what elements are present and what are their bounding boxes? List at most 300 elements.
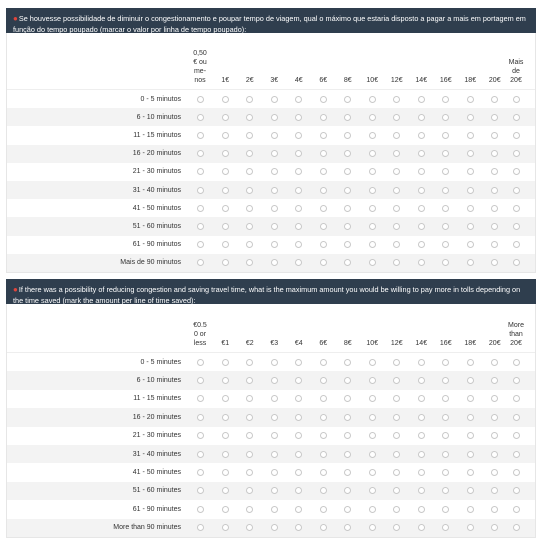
radio-button[interactable] (320, 487, 327, 494)
radio-button[interactable] (197, 187, 204, 194)
radio-button[interactable] (442, 168, 449, 175)
radio-button[interactable] (513, 205, 520, 212)
radio-button[interactable] (295, 395, 302, 402)
radio-button[interactable] (320, 524, 327, 531)
radio-button[interactable] (393, 205, 400, 212)
radio-button[interactable] (344, 451, 351, 458)
radio-button[interactable] (320, 205, 327, 212)
radio-button[interactable] (369, 359, 376, 366)
radio-button[interactable] (246, 524, 253, 531)
radio-button[interactable] (467, 223, 474, 230)
radio-button[interactable] (295, 114, 302, 121)
radio-button[interactable] (467, 377, 474, 384)
radio-button[interactable] (393, 168, 400, 175)
radio-button[interactable] (393, 432, 400, 439)
radio-button[interactable] (491, 377, 498, 384)
radio-button[interactable] (491, 487, 498, 494)
radio-button[interactable] (271, 132, 278, 139)
radio-button[interactable] (513, 432, 520, 439)
radio-button[interactable] (295, 451, 302, 458)
radio-button[interactable] (295, 432, 302, 439)
radio-button[interactable] (418, 506, 425, 513)
radio-button[interactable] (442, 150, 449, 157)
radio-button[interactable] (271, 377, 278, 384)
radio-button[interactable] (197, 524, 204, 531)
matrix-row (7, 199, 535, 217)
radio-button[interactable] (197, 223, 204, 230)
radio-button[interactable] (197, 432, 204, 439)
radio-button[interactable] (418, 168, 425, 175)
radio-button[interactable] (197, 395, 204, 402)
radio-button[interactable] (222, 506, 229, 513)
radio-button[interactable] (320, 451, 327, 458)
radio-button[interactable] (513, 487, 520, 494)
radio-button[interactable] (513, 359, 520, 366)
radio-button[interactable] (246, 414, 253, 421)
radio-button[interactable] (491, 96, 498, 103)
question-2 (6, 279, 536, 538)
radio-button[interactable] (197, 132, 204, 139)
radio-button[interactable] (442, 506, 449, 513)
radio-button[interactable] (513, 259, 520, 266)
radio-button[interactable] (222, 432, 229, 439)
radio-button[interactable] (344, 395, 351, 402)
radio-button[interactable] (513, 377, 520, 384)
radio-button[interactable] (442, 359, 449, 366)
radio-button[interactable] (344, 414, 351, 421)
radio-button[interactable] (369, 150, 376, 157)
radio-button[interactable] (418, 414, 425, 421)
radio-button[interactable] (491, 187, 498, 194)
radio-button[interactable] (197, 359, 204, 366)
question-2-header (6, 279, 536, 304)
radio-button[interactable] (222, 241, 229, 248)
radio-button[interactable] (320, 241, 327, 248)
radio-button[interactable] (491, 205, 498, 212)
column-header: 1€ (221, 77, 230, 84)
radio-button[interactable] (513, 524, 520, 531)
radio-button[interactable] (442, 469, 449, 476)
matrix-header (7, 33, 535, 90)
radio-button[interactable] (513, 96, 520, 103)
radio-button[interactable] (491, 524, 498, 531)
radio-button[interactable] (295, 205, 302, 212)
radio-button[interactable] (513, 132, 520, 139)
radio-button[interactable] (513, 506, 520, 513)
radio-button[interactable] (442, 132, 449, 139)
question-1 (6, 8, 536, 273)
radio-button[interactable] (246, 506, 253, 513)
radio-button[interactable] (246, 132, 253, 139)
radio-button[interactable] (320, 223, 327, 230)
radio-button[interactable] (467, 487, 474, 494)
radio-button[interactable] (369, 451, 376, 458)
radio-button[interactable] (418, 241, 425, 248)
radio-button[interactable] (197, 451, 204, 458)
radio-button[interactable] (491, 259, 498, 266)
radio-button[interactable] (491, 168, 498, 175)
radio-button[interactable] (271, 223, 278, 230)
radio-button[interactable] (393, 377, 400, 384)
radio-button[interactable] (513, 150, 520, 157)
radio-button[interactable] (491, 132, 498, 139)
radio-button[interactable] (369, 395, 376, 402)
radio-button[interactable] (222, 451, 229, 458)
radio-button[interactable] (197, 150, 204, 157)
radio-button[interactable] (344, 132, 351, 139)
radio-button[interactable] (197, 241, 204, 248)
radio-button[interactable] (467, 506, 474, 513)
radio-button[interactable] (369, 96, 376, 103)
radio-button[interactable] (246, 187, 253, 194)
radio-button[interactable] (344, 432, 351, 439)
matrix-row (7, 500, 535, 518)
radio-button[interactable] (344, 377, 351, 384)
radio-button[interactable] (442, 395, 449, 402)
radio-button[interactable] (320, 395, 327, 402)
radio-button[interactable] (295, 241, 302, 248)
radio-button[interactable] (467, 241, 474, 248)
radio-button[interactable] (442, 432, 449, 439)
radio-button[interactable] (467, 205, 474, 212)
radio-button[interactable] (369, 487, 376, 494)
radio-button[interactable] (222, 359, 229, 366)
column-header: 6€ (319, 77, 328, 84)
radio-button[interactable] (369, 469, 376, 476)
radio-button[interactable] (467, 359, 474, 366)
radio-button[interactable] (418, 96, 425, 103)
radio-button[interactable] (513, 223, 520, 230)
radio-button[interactable] (393, 451, 400, 458)
radio-button[interactable] (295, 377, 302, 384)
radio-button[interactable] (513, 414, 520, 421)
radio-button[interactable] (197, 469, 204, 476)
radio-button[interactable] (491, 451, 498, 458)
radio-button[interactable] (393, 506, 400, 513)
radio-button[interactable] (393, 524, 400, 531)
column-header: 8€ (343, 340, 352, 347)
radio-button[interactable] (393, 132, 400, 139)
radio-button[interactable] (418, 487, 425, 494)
radio-button[interactable] (393, 241, 400, 248)
radio-button[interactable] (295, 506, 302, 513)
radio-button[interactable] (467, 168, 474, 175)
radio-button[interactable] (467, 150, 474, 157)
matrix-row (7, 482, 535, 500)
radio-button[interactable] (271, 469, 278, 476)
radio-button[interactable] (418, 377, 425, 384)
radio-button[interactable] (467, 114, 474, 121)
radio-button[interactable] (271, 487, 278, 494)
radio-button[interactable] (418, 524, 425, 531)
radio-button[interactable] (513, 395, 520, 402)
radio-button[interactable] (246, 432, 253, 439)
radio-button[interactable] (295, 469, 302, 476)
radio-button[interactable] (393, 114, 400, 121)
radio-button[interactable] (418, 205, 425, 212)
radio-button[interactable] (197, 377, 204, 384)
radio-button[interactable] (418, 223, 425, 230)
radio-button[interactable] (222, 187, 229, 194)
radio-button[interactable] (513, 241, 520, 248)
radio-button[interactable] (246, 150, 253, 157)
radio-button[interactable] (491, 223, 498, 230)
radio-button[interactable] (344, 506, 351, 513)
radio-button[interactable] (369, 168, 376, 175)
radio-button[interactable] (369, 524, 376, 531)
radio-button[interactable] (344, 150, 351, 157)
radio-button[interactable] (369, 432, 376, 439)
radio-button[interactable] (222, 259, 229, 266)
radio-button[interactable] (442, 205, 449, 212)
radio-button[interactable] (222, 414, 229, 421)
radio-button[interactable] (246, 359, 253, 366)
radio-button[interactable] (369, 187, 376, 194)
radio-button[interactable] (467, 96, 474, 103)
radio-button[interactable] (295, 524, 302, 531)
radio-button[interactable] (246, 451, 253, 458)
radio-button[interactable] (222, 96, 229, 103)
radio-button[interactable] (418, 150, 425, 157)
radio-button[interactable] (344, 469, 351, 476)
radio-button[interactable] (393, 395, 400, 402)
radio-button[interactable] (344, 96, 351, 103)
radio-button[interactable] (197, 205, 204, 212)
radio-button[interactable] (369, 259, 376, 266)
column-header: 12€ (390, 77, 403, 84)
radio-button[interactable] (344, 223, 351, 230)
radio-button[interactable] (442, 114, 449, 121)
radio-button[interactable] (271, 96, 278, 103)
radio-button[interactable] (246, 114, 253, 121)
radio-button[interactable] (418, 395, 425, 402)
radio-button[interactable] (320, 114, 327, 121)
radio-button[interactable] (418, 187, 425, 194)
radio-button[interactable] (320, 469, 327, 476)
radio-button[interactable] (222, 205, 229, 212)
radio-button[interactable] (467, 432, 474, 439)
radio-button[interactable] (246, 223, 253, 230)
radio-button[interactable] (393, 414, 400, 421)
radio-button[interactable] (369, 377, 376, 384)
radio-button[interactable] (513, 451, 520, 458)
radio-button[interactable] (271, 414, 278, 421)
radio-button[interactable] (271, 432, 278, 439)
radio-button[interactable] (491, 359, 498, 366)
radio-button[interactable] (393, 359, 400, 366)
radio-button[interactable] (467, 259, 474, 266)
radio-button[interactable] (246, 395, 253, 402)
radio-button[interactable] (295, 168, 302, 175)
radio-button[interactable] (197, 487, 204, 494)
radio-button[interactable] (393, 187, 400, 194)
radio-button[interactable] (222, 223, 229, 230)
radio-button[interactable] (393, 96, 400, 103)
radio-button[interactable] (369, 241, 376, 248)
radio-button[interactable] (442, 377, 449, 384)
radio-button[interactable] (197, 96, 204, 103)
radio-button[interactable] (442, 187, 449, 194)
radio-button[interactable] (222, 132, 229, 139)
radio-button[interactable] (222, 114, 229, 121)
radio-button[interactable] (369, 506, 376, 513)
radio-button[interactable] (320, 187, 327, 194)
radio-button[interactable] (418, 259, 425, 266)
radio-button[interactable] (197, 414, 204, 421)
radio-button[interactable] (271, 259, 278, 266)
radio-button[interactable] (271, 187, 278, 194)
radio-button[interactable] (197, 259, 204, 266)
radio-button[interactable] (442, 96, 449, 103)
radio-button[interactable] (246, 168, 253, 175)
radio-button[interactable] (320, 168, 327, 175)
radio-button[interactable] (369, 114, 376, 121)
radio-button[interactable] (295, 223, 302, 230)
radio-button[interactable] (418, 469, 425, 476)
radio-button[interactable] (222, 168, 229, 175)
radio-button[interactable] (491, 506, 498, 513)
radio-button[interactable] (344, 359, 351, 366)
matrix-row (7, 181, 535, 199)
radio-button[interactable] (197, 114, 204, 121)
radio-button[interactable] (467, 451, 474, 458)
radio-button[interactable] (442, 223, 449, 230)
radio-button[interactable] (513, 168, 520, 175)
radio-button[interactable] (467, 524, 474, 531)
radio-button[interactable] (467, 414, 474, 421)
row-label: 51 - 60 minutes (132, 487, 181, 495)
radio-button[interactable] (344, 205, 351, 212)
radio-button[interactable] (271, 241, 278, 248)
radio-button[interactable] (271, 506, 278, 513)
radio-button[interactable] (295, 414, 302, 421)
column-header: 12€ (390, 340, 403, 347)
radio-button[interactable] (222, 524, 229, 531)
radio-button[interactable] (320, 132, 327, 139)
radio-button[interactable] (491, 432, 498, 439)
radio-button[interactable] (491, 469, 498, 476)
radio-button[interactable] (246, 377, 253, 384)
radio-button[interactable] (222, 150, 229, 157)
radio-button[interactable] (271, 451, 278, 458)
radio-button[interactable] (197, 168, 204, 175)
column-header: 20€ (488, 340, 501, 347)
radio-button[interactable] (369, 414, 376, 421)
radio-button[interactable] (491, 241, 498, 248)
radio-button[interactable] (393, 487, 400, 494)
radio-button[interactable] (271, 524, 278, 531)
radio-button[interactable] (344, 168, 351, 175)
radio-button[interactable] (271, 150, 278, 157)
row-label: 61 - 90 minutes (132, 505, 181, 513)
radio-button[interactable] (513, 114, 520, 121)
radio-button[interactable] (246, 469, 253, 476)
radio-button[interactable] (344, 187, 351, 194)
radio-button[interactable] (246, 205, 253, 212)
radio-button[interactable] (320, 377, 327, 384)
radio-button[interactable] (320, 359, 327, 366)
radio-button[interactable] (491, 150, 498, 157)
matrix-row (7, 445, 535, 463)
radio-button[interactable] (246, 241, 253, 248)
radio-button[interactable] (295, 359, 302, 366)
radio-button[interactable] (271, 395, 278, 402)
radio-button[interactable] (344, 487, 351, 494)
radio-button[interactable] (393, 469, 400, 476)
radio-button[interactable] (222, 395, 229, 402)
radio-button[interactable] (320, 150, 327, 157)
radio-button[interactable] (246, 96, 253, 103)
radio-button[interactable] (344, 524, 351, 531)
radio-button[interactable] (344, 259, 351, 266)
radio-button[interactable] (369, 132, 376, 139)
radio-button[interactable] (246, 487, 253, 494)
radio-button[interactable] (271, 114, 278, 121)
radio-button[interactable] (418, 132, 425, 139)
radio-button[interactable] (467, 395, 474, 402)
radio-button[interactable] (295, 187, 302, 194)
radio-button[interactable] (442, 451, 449, 458)
radio-button[interactable] (344, 241, 351, 248)
radio-button[interactable] (513, 469, 520, 476)
radio-button[interactable] (295, 487, 302, 494)
radio-button[interactable] (320, 414, 327, 421)
matrix-row (7, 353, 535, 371)
radio-button[interactable] (418, 114, 425, 121)
radio-button[interactable] (295, 132, 302, 139)
radio-button[interactable] (222, 469, 229, 476)
radio-button[interactable] (442, 524, 449, 531)
radio-button[interactable] (271, 359, 278, 366)
radio-button[interactable] (344, 114, 351, 121)
radio-button[interactable] (393, 223, 400, 230)
radio-button[interactable] (418, 359, 425, 366)
radio-button[interactable] (491, 395, 498, 402)
radio-button[interactable] (295, 259, 302, 266)
radio-button[interactable] (442, 241, 449, 248)
radio-button[interactable] (491, 414, 498, 421)
radio-button[interactable] (271, 205, 278, 212)
radio-button[interactable] (393, 150, 400, 157)
radio-button[interactable] (442, 414, 449, 421)
column-header: 10€ (366, 77, 379, 84)
radio-button[interactable] (467, 132, 474, 139)
radio-button[interactable] (418, 432, 425, 439)
radio-button[interactable] (442, 487, 449, 494)
radio-button[interactable] (442, 259, 449, 266)
radio-button[interactable] (491, 114, 498, 121)
radio-button[interactable] (222, 487, 229, 494)
radio-button[interactable] (320, 506, 327, 513)
radio-button[interactable] (295, 96, 302, 103)
radio-button[interactable] (369, 223, 376, 230)
radio-button[interactable] (369, 205, 376, 212)
radio-button[interactable] (467, 469, 474, 476)
radio-button[interactable] (320, 96, 327, 103)
radio-button[interactable] (197, 506, 204, 513)
radio-button[interactable] (246, 259, 253, 266)
radio-button[interactable] (271, 168, 278, 175)
radio-button[interactable] (320, 259, 327, 266)
row-label: 0 - 5 minutes (140, 358, 181, 366)
radio-button[interactable] (467, 187, 474, 194)
radio-button[interactable] (295, 150, 302, 157)
radio-button[interactable] (418, 451, 425, 458)
radio-button[interactable] (393, 259, 400, 266)
radio-button[interactable] (222, 377, 229, 384)
radio-button[interactable] (513, 187, 520, 194)
radio-button[interactable] (320, 432, 327, 439)
